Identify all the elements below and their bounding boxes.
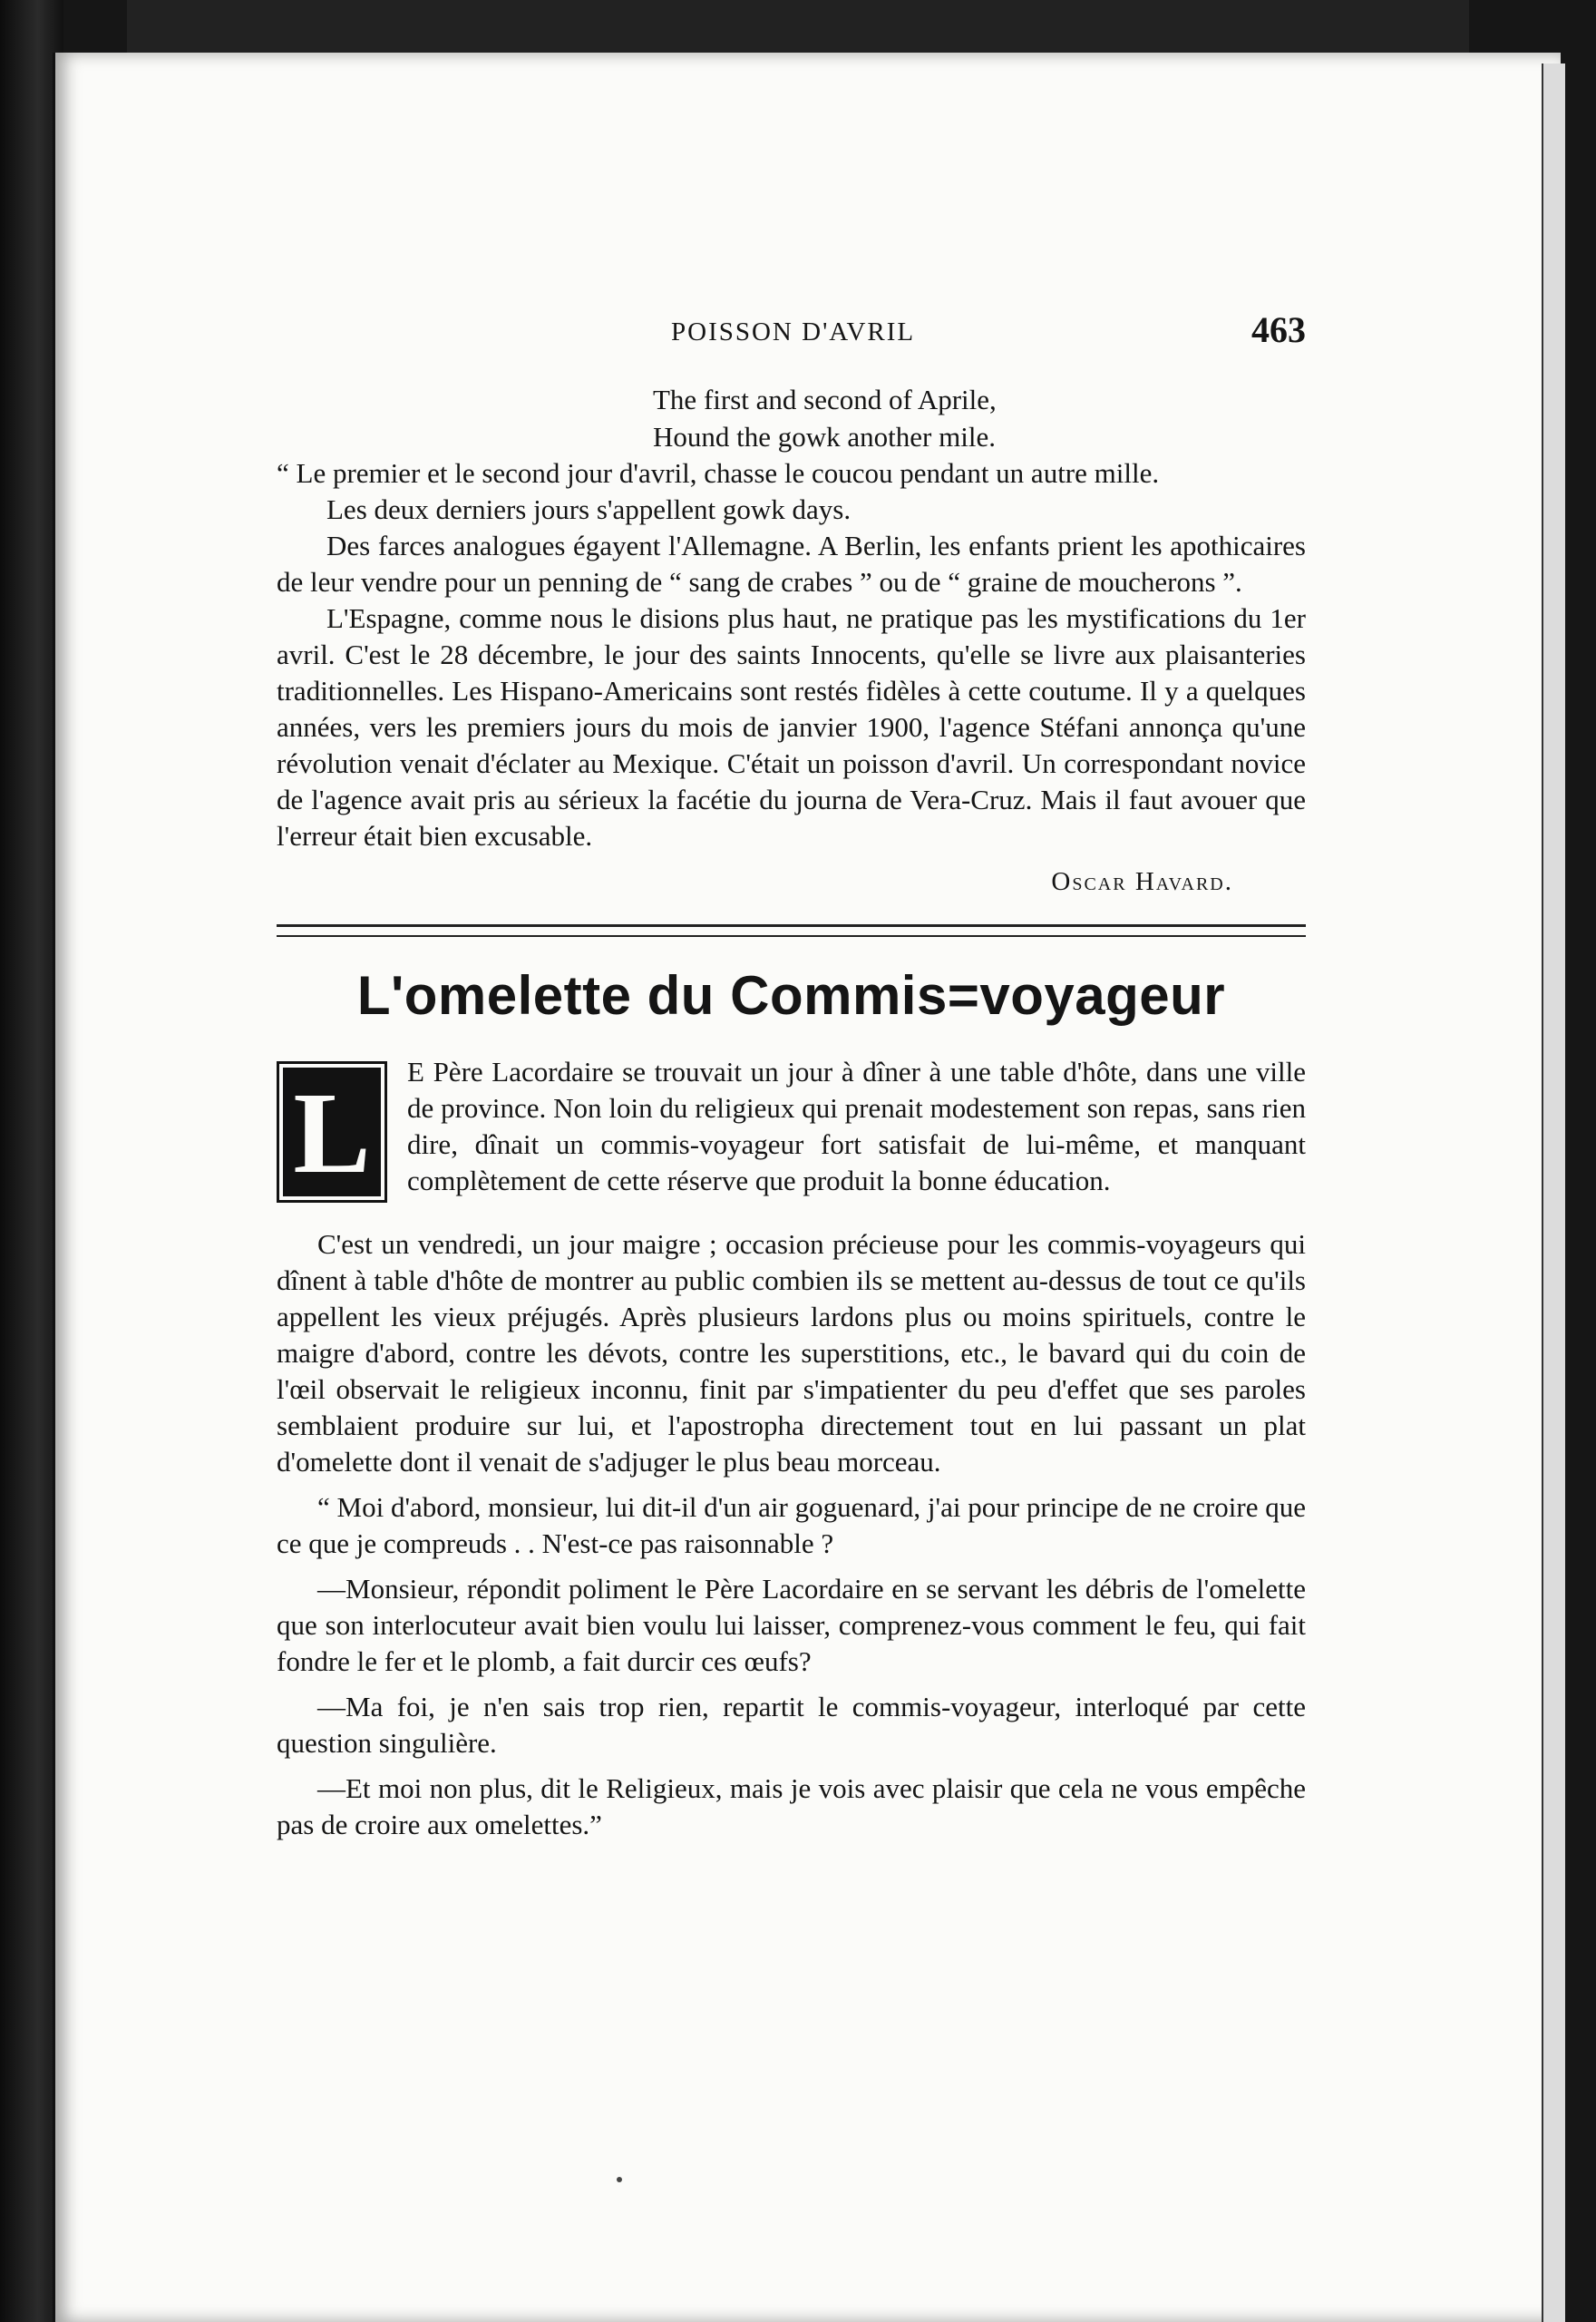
article-body xyxy=(277,1226,1306,1843)
verse-line: The first and second of Aprile, xyxy=(653,384,997,415)
drop-cap-letter: L xyxy=(293,1068,371,1197)
print-speck xyxy=(617,2177,622,2182)
paragraph: —Monsieur, répondit poliment le Père Lacordaire en se servant les débris de l'omelette que son interlocuteur avait bien voulu lui laisser, comprenez-vous comment le feu, qui fait fondre le fer et le plomb, a fait durcir ces œufs? xyxy=(277,1573,1306,1677)
author-signature: Oscar Havard. xyxy=(1051,867,1233,896)
gowk-sentence: Les deux derniers jours s'appellent gowk days. xyxy=(326,493,852,525)
verse-line: Hound the gowk another mile. xyxy=(653,421,996,453)
page-edge xyxy=(1542,63,1565,2322)
verse-quote xyxy=(653,381,1306,455)
section-divider xyxy=(277,924,1306,937)
page-content xyxy=(277,308,1306,1843)
prior-article-text xyxy=(277,455,1306,854)
paragraph: “ Moi d'abord, monsieur, lui dit-il d'un air goguenard, j'ai pour principe de ne croire que ce que je compreuds . . N'est-ce pas raisonnable ? xyxy=(277,1491,1306,1559)
paragraph: “ Le premier et le second jour d'avril, chasse le coucou pendant un autre mille. xyxy=(277,457,1160,489)
paragraph: L'Espagne, comme nous le disions plus haut, ne pratique pas les mystifications du 1er avril. C'est le 28 décembre, le jour des saints Innocents, qu'elle se livre aux plaisanteries traditionnelles. Les Hispano-Americains sont restés fidèles à cette coutume. Il y a quelques années, vers les premiers jours du mois de janvier 1900, l'agence Stéfani annonça qu'une révolution venait d'éclater au Mexique. C'était un poisson d'avril. Un correspondant novice de l'agence avait pris au sérieux la facétie du journa de Vera-Cruz. Mais il faut avouer que l'erreur était bien excusable. xyxy=(277,602,1306,852)
paragraph: —Et moi non plus, dit le Religieux, mais je vois avec plaisir que cela ne vous empêche pas de croire aux omelettes.” xyxy=(277,1772,1306,1840)
paragraph: —Ma foi, je n'en sais trop rien, repartit le commis-voyageur, interloqué par cette question singulière. xyxy=(277,1691,1306,1759)
article-title: L'omelette du Commis=voyageur xyxy=(356,965,1226,1026)
article-lead xyxy=(277,1054,1306,1226)
lead-paragraph: E Père Lacordaire se trouvait un jour à dîner à une table d'hôte, dans une ville de province. Non loin du religieux qui prenait modestement son repas, sans rien dire, dînait un commis-voyageur fort satisfait de lui-même, et manquant complètement de cette réserve que produit la bonne éducation. xyxy=(407,1056,1306,1196)
page-number: 463 xyxy=(1251,309,1306,350)
running-title: POISSON D'AVRIL xyxy=(671,317,916,346)
paragraph: Des farces analogues égayent l'Allemagne. A Berlin, les enfants prient les apothicaires de leur vendre pour un penning de “ sang de crabes ” ou de “ graine de moucherons ”. xyxy=(277,530,1306,598)
paragraph: C'est un vendredi, un jour maigre ; occasion précieuse pour les commis-voyageurs qui dînent à table d'hôte de montrer au public combien ils se mettent au-dessus de tout ce qu'ils appellent les vieux préjugés. Après plusieurs lardons plus ou moins spirituels, contre le maigre d'abord, contre les dévots, contre les superstitions, etc., le bavard qui du coin de l'œil observait le religieux inconnu, finit par s'impatienter du peu d'effet que ses paroles semblaient produire sur lui, et l'apostropha directement tout en lui passant un plat d'omelette dont il venait de s'adjuger le plus beau morceau. xyxy=(277,1228,1306,1478)
paragraph xyxy=(277,492,1306,528)
running-head xyxy=(277,308,1306,363)
drop-cap xyxy=(277,1061,387,1203)
